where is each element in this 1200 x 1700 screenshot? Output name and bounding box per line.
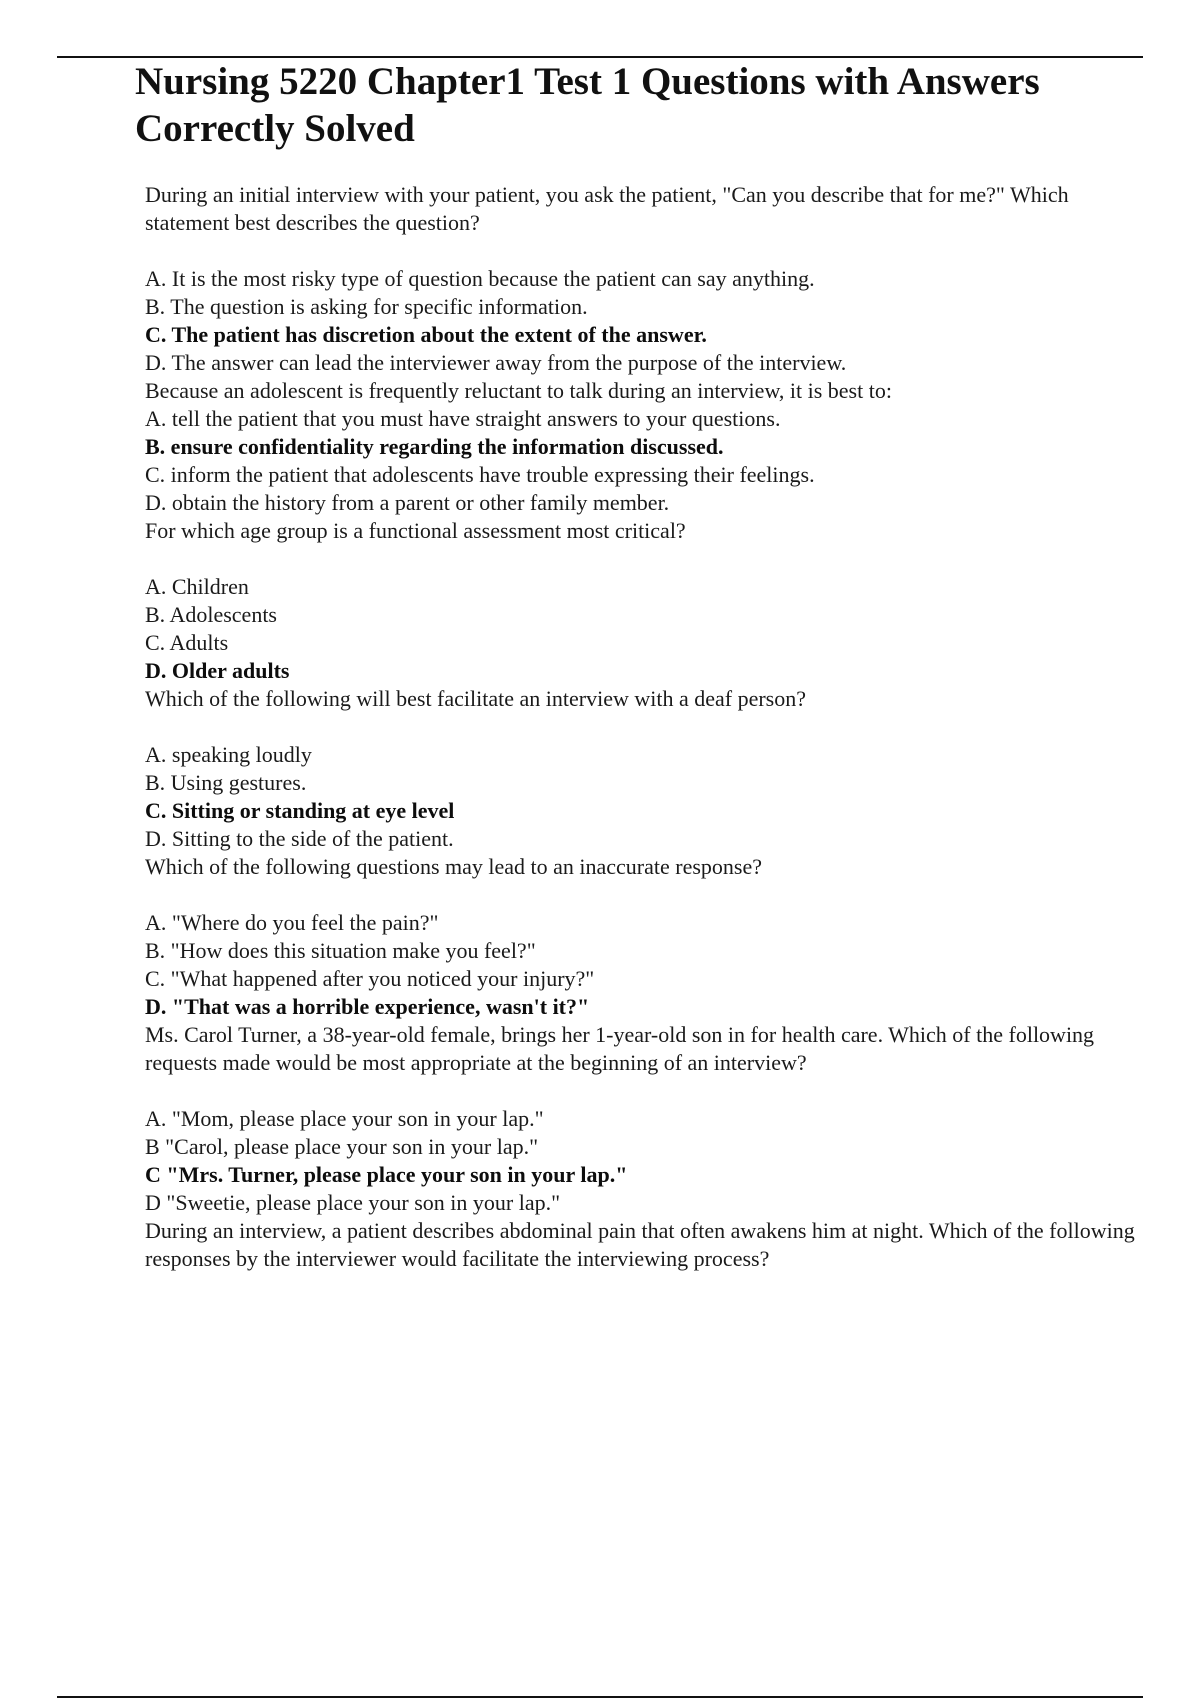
answer-option: A. Children xyxy=(145,574,249,599)
question-block-5 xyxy=(145,853,1145,1021)
question-text: During an interview, a patient describes abdominal pain that often awakens him at night. Which of the following responses by the interviewer would facilitate the interviewing process? xyxy=(145,1218,1135,1271)
question-text: Which of the following will best facilitate an interview with a deaf person? xyxy=(145,686,806,711)
answer-option: B. Adolescents xyxy=(145,602,277,627)
question-block-3 xyxy=(145,517,1145,685)
question-text: During an initial interview with your patient, you ask the patient, "Can you describe that for me?" Which statement best describes the question? xyxy=(145,182,1069,235)
correct-answer-option: C. Sitting or standing at eye level xyxy=(145,798,455,823)
answer-option: C. Adults xyxy=(145,630,229,655)
question-block-4 xyxy=(145,685,1145,853)
question-text: Ms. Carol Turner, a 38-year-old female, brings her 1-year-old son in for health care. Which of the following requests made would be most appropriate at the beginning of an interview? xyxy=(145,1022,1095,1075)
correct-answer-option: D. "That was a horrible experience, wasn't it?" xyxy=(145,994,590,1019)
question-block-7 xyxy=(145,1217,1145,1273)
answer-option: C. "What happened after you noticed your injury?" xyxy=(145,966,595,991)
question-text: Because an adolescent is frequently reluctant to talk during an interview, it is best to: xyxy=(145,378,892,403)
answer-option: B. The question is asking for specific information. xyxy=(145,294,588,319)
answer-option: B. Using gestures. xyxy=(145,770,307,795)
page-title: Nursing 5220 Chapter1 Test 1 Questions with Answers Correctly Solved xyxy=(135,60,1040,150)
answer-option: A. speaking loudly xyxy=(145,742,312,767)
question-text: For which age group is a functional assessment most critical? xyxy=(145,518,686,543)
answer-option: A. tell the patient that you must have straight answers to your questions. xyxy=(145,406,781,431)
answer-option: A. It is the most risky type of question because the patient can say anything. xyxy=(145,266,815,291)
question-block-6 xyxy=(145,1021,1145,1217)
answer-option: D. The answer can lead the interviewer away from the purpose of the interview. xyxy=(145,350,847,375)
answer-option: B "Carol, please place your son in your lap." xyxy=(145,1134,539,1159)
correct-answer-option: B. ensure confidentiality regarding the information discussed. xyxy=(145,434,724,459)
answer-option: D. obtain the history from a parent or other family member. xyxy=(145,490,670,515)
question-block-1 xyxy=(145,181,1145,377)
answer-option: C. inform the patient that adolescents have trouble expressing their feelings. xyxy=(145,462,815,487)
question-list xyxy=(145,181,1145,1273)
question-text: Which of the following questions may lead to an inaccurate response? xyxy=(145,854,763,879)
answer-option: D "Sweetie, please place your son in your lap." xyxy=(145,1190,561,1215)
bottom-rule xyxy=(57,1696,1143,1698)
correct-answer-option: C "Mrs. Turner, please place your son in your lap." xyxy=(145,1162,628,1187)
answer-option: A. "Where do you feel the pain?" xyxy=(145,910,439,935)
answer-option: A. "Mom, please place your son in your lap." xyxy=(145,1106,544,1131)
correct-answer-option: C. The patient has discretion about the extent of the answer. xyxy=(145,322,707,347)
question-block-2 xyxy=(145,377,1145,517)
answer-option: D. Sitting to the side of the patient. xyxy=(145,826,454,851)
answer-option: B. "How does this situation make you feel?" xyxy=(145,938,536,963)
correct-answer-option: D. Older adults xyxy=(145,658,290,683)
